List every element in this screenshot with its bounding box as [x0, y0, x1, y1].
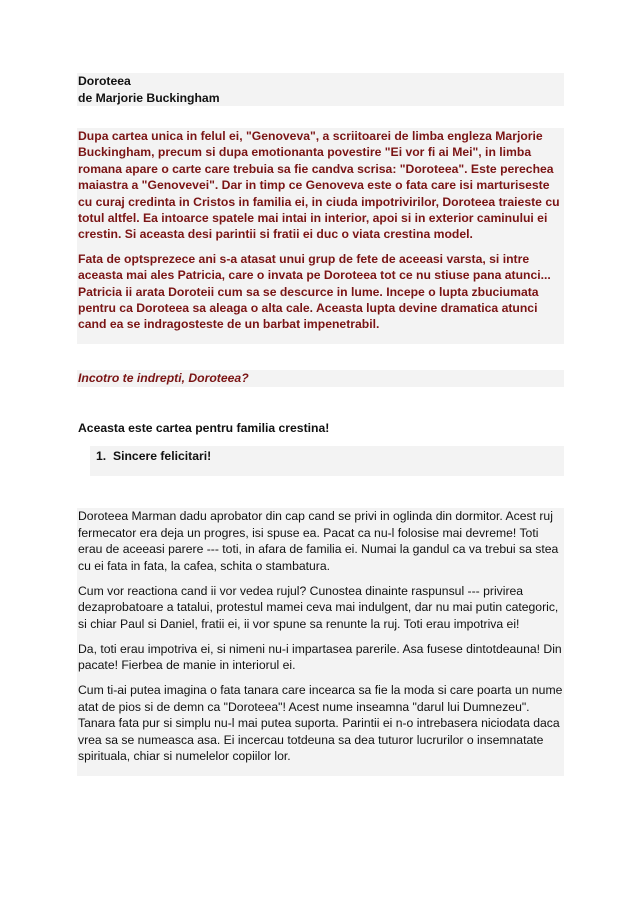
promo-description: [77, 128, 564, 344]
family-note: Aceasta este cartea pentru familia crestina!: [78, 421, 330, 435]
book-title-block: [77, 73, 564, 106]
list-item-number: 1.: [96, 449, 107, 463]
tagline-question: [77, 370, 564, 387]
story-paragraph: Doroteea Marman dadu aprobator din cap cand se privi in oglinda din dormitor. Acest ruj fermecator era deja un progres, isi spuse ea. Pacat ca nu-l folosise mai devreme! Toti erau de aceeasi parere --- toti, in afara de familia ei. Numai la gandul ca va trebui sa stea cu ei fata in fata, la cafea, schita o stambatura.: [78, 509, 559, 573]
book-title: Doroteea: [78, 74, 131, 88]
list-item: [96, 448, 211, 465]
tagline-question-text: Incotro te indrepti, Doroteea?: [78, 371, 249, 385]
numbered-list: [90, 446, 564, 476]
story-paragraph: Cum vor reactiona cand ii vor vedea rujul? Cunostea dinainte raspunsul --- privirea dezaprobatoare a tatalui, protestul mamei ceva mai indulgent, dar nu mai putin categoric, si chiar Paul si Daniel, fratii ei, ii vor spune sa renunte la ruj. Toti erau impotriva ei!: [78, 583, 559, 631]
story-excerpt: [77, 508, 564, 776]
promo-paragraph: Dupa cartea unica in felul ei, "Genoveva", a scriitoarei de limba engleza Marjorie Buckingham, precum si dupa emotionanta povestire "Ei vor fi ai Mei", in limba romana apare o carte care trebuia sa fie candva scrisa: "Doroteea". Este perechea maiastra a "Genovevei". Dar in timp ce Genoveva este o fata care isi marturiseste cu curaj credinta in Cristos in familia ei, in ciuda impotrivirilor, Doroteea traieste cu totul altfel. Ea intoarce spatele mai intai in interior, apoi si in exterior caminului ei crestin. Si aceasta desi parintii si fratii ei duc o viata crestina model.: [78, 129, 560, 242]
story-paragraph: Da, toti erau impotriva ei, si nimeni nu-i impartasea parerile. Asa fusese dintotdeauna! Din pacate! Fierbea de manie in interiorul ei.: [78, 641, 562, 672]
story-paragraph: Cum ti-ai putea imagina o fata tanara care incearca sa fie la moda si care poarta un nume atat de pios si de demn ca "Doroteea"! Acest nume inseamna "darul lui Dumnezeu". Tanara fata pur si simplu nu-l mai putea suporta. Parintii ei n-o intrebasera niciodata daca vrea sa se numeasca asa. Ei incercau totdeuna sa dea tuturor lucrurilor o insemnatate spirituala, chiar si numelelor copiilor lor.: [78, 683, 563, 763]
book-author: de Marjorie Buckingham: [78, 90, 220, 105]
promo-paragraph: Fata de optsprezece ani s-a atasat unui grup de fete de aceeasi varsta, si intre aceasta mai ales Patricia, care o invata pe Doroteea tot ce nu stiuse pana atunci... Patricia ii arata Doroteii cum sa se descurce in lume. Incepe o lupta zbuciumata pentru ca Doroteea sa aleaga o alta cale. Aceasta lupta devine dramatica atunci cand ea se indragosteste de un barbat impenetrabil.: [78, 251, 551, 332]
list-item-text: Sincere felicitari!: [112, 449, 212, 463]
